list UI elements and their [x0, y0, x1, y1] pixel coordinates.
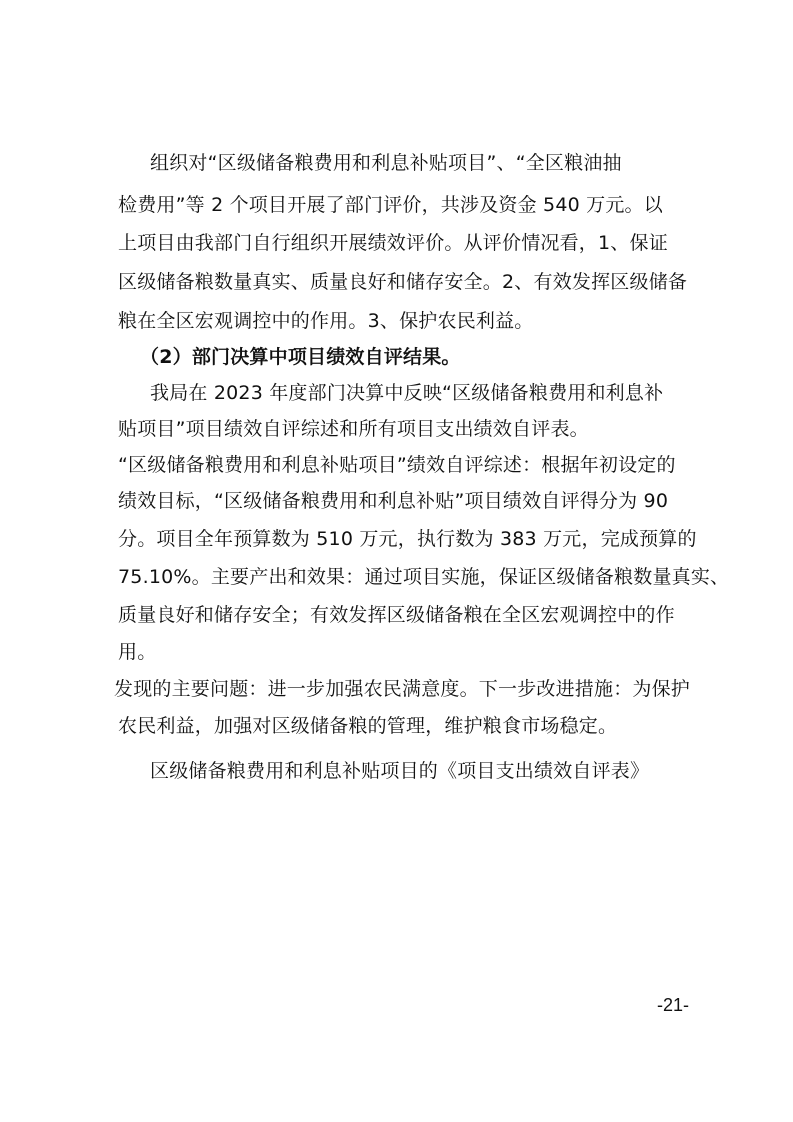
paragraph-3-line-5: 质量良好和储存安全；有效发挥区级储备粮在全区宏观调控中的作 [118, 604, 675, 626]
paragraph-4-line-1: 发现的主要问题：进一步加强农民满意度。下一步改进措施：为保护 [114, 678, 691, 700]
paragraph-1-line-5: 粮在全区宏观调控中的作用。3、保护农民利益。 [118, 310, 534, 332]
paragraph-2-line-1: 我局在 2023 年度部门决算中反映“区级储备粮费用和利息补 [150, 382, 664, 404]
paragraph-1-line-4: 区级储备粮数量真实、质量良好和储存安全。2、有效发挥区级储备 [118, 271, 688, 293]
paragraph-1-line-2: 检费用”等 2 个项目开展了部门评价，共涉及资金 540 万元。以 [118, 194, 663, 216]
paragraph-2-line-2: 贴项目”项目绩效自评综述和所有项目支出绩效自评表。 [118, 418, 589, 440]
paragraph-1-line-3: 上项目由我部门自行组织开展绩效评价。从评价情况看，1、保证 [118, 232, 668, 254]
section-heading: （2）部门决算中项目绩效自评结果。 [140, 346, 461, 368]
paragraph-3-line-3: 分。项目全年预算数为 510 万元，执行数为 383 万元，完成预算的 [118, 528, 697, 550]
paragraph-5-line-1: 区级储备粮费用和利息补贴项目的《项目支出绩效自评表》 [150, 760, 650, 782]
paragraph-1-line-1: 组织对“区级储备粮费用和利息补贴项目”、“全区粮油抽 [150, 152, 622, 174]
paragraph-4-line-2: 农民利益，加强对区级储备粮的管理，维护粮食市场稳定。 [118, 715, 618, 737]
paragraph-3-line-6: 用。 [118, 641, 157, 663]
paragraph-3-line-1: “区级储备粮费用和利息补贴项目”绩效自评综述：根据年初设定的 [118, 454, 676, 476]
paragraph-3-line-4: 75.10%。主要产出和效果：通过项目实施，保证区级储备粮数量真实、 [118, 566, 730, 588]
page-number: -21- [657, 995, 690, 1015]
paragraph-3-line-2: 绩效目标，“区级储备粮费用和利息补贴”项目绩效自评得分为 90 [118, 490, 669, 512]
